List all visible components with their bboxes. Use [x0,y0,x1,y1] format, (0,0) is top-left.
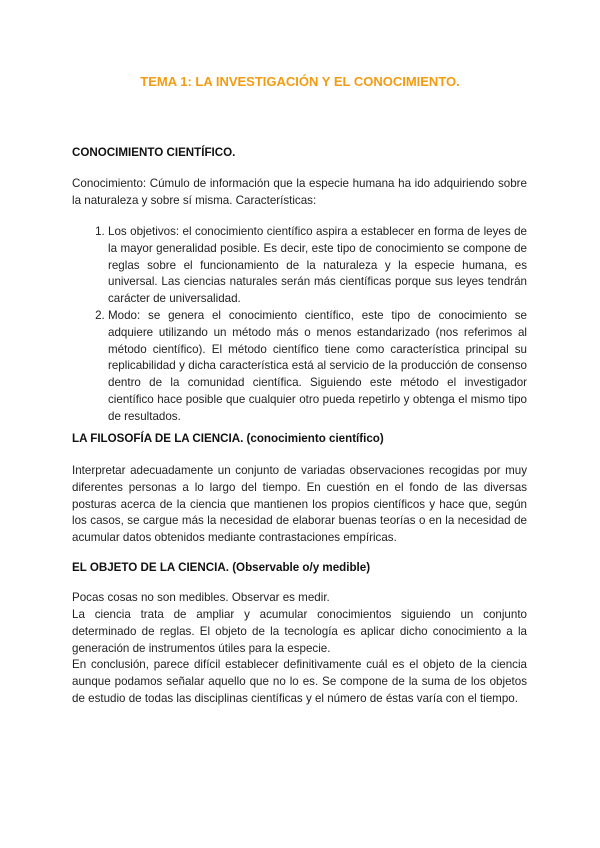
section-heading-objeto: EL OBJETO DE LA CIENCIA. (Observable o/y medible) [72,561,371,574]
document-title: TEMA 1: LA INVESTIGACIÓN Y EL CONOCIMIENTO. [140,74,460,89]
section3-paragraph: En conclusión, parece difícil establecer definitivamente cuál es el objeto de la ciencia aunque podamos señalar aquello que no lo es. Se compone de la suma de los objetos de estudio de todas las disciplinas científicas y el número de éstas varía con el tiempo. [72,658,527,705]
section2-body: Interpretar adecuadamente un conjunto de variadas observaciones recogidas por muy diferentes personas a lo largo del tiempo. En cuestión en el fondo de las diversas posturas acerca de la ciencia que mantienen los propios científicos y hace que, según los casos, se cargue más la necesidad de elaborar buenas teorías o en la necesidad de acumular datos obtenidos mediante contrastaciones empíricas. [72,464,527,545]
section-heading-conocimiento: CONOCIMIENTO CIENTÍFICO. [72,146,236,159]
section1-intro: Conocimiento: Cúmulo de información que la especie humana ha ido adquiriendo sobre la naturaleza y sobre sí misma. Características: [72,177,527,207]
characteristics-list [72,224,527,426]
section-heading-filosofia: LA FILOSOFÍA DE LA CIENCIA. (conocimiento científico) [72,432,384,445]
section3-paragraph: Pocas cosas no son medibles. Observar es medir. [72,591,330,604]
list-item: 2. Modo: se genera el conocimiento científico, este tipo de conocimiento se adquiere utilizando un método más o menos estandarizado (nos referimos al método científico). El método científico tiene como característica principal su replicabilidad y dicha característica está al servicio de la producción de consenso dentro de la comunidad científica. Siguiendo este método el investigador científico hace posible que cualquier otro pueda repetirlo y obtenga el mismo tipo de resultados. [108,308,527,426]
section3-paragraph: La ciencia trata de ampliar y acumular conocimientos siguiendo un conjunto determinado de reglas. El objeto de la tecnología es aplicar dicho conocimiento a la generación de instrumentos útiles para la especie. [72,608,527,655]
list-item: 1. Los objetivos: el conocimiento científico aspira a establecer en forma de leyes de la mayor generalidad posible. Es decir, este tipo de conocimiento se compone de reglas sobre el funcionamiento de la naturaleza y la especie humana, es universal. Las ciencias naturales serán más científicas porque sus leyes tendrán carácter de universalidad. [108,224,527,308]
